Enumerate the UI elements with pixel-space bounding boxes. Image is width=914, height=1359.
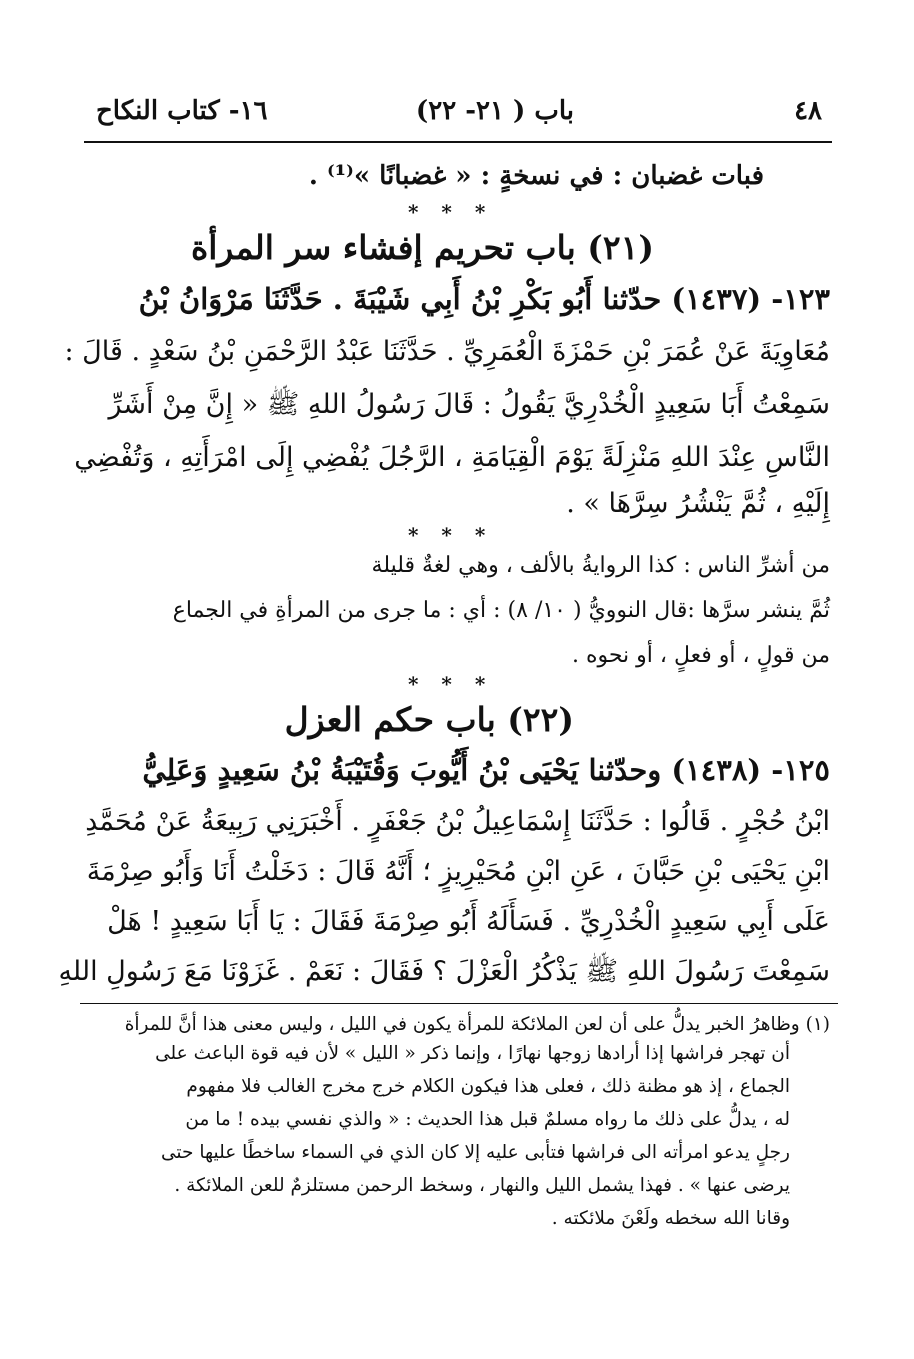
section-separator: * * * (408, 523, 494, 547)
footnote-line-7: وقانا الله سخطه ولَعْنَ ملائكته . (551, 1208, 790, 1229)
section-22-heading: (٢٢) باب حكم العزل (284, 700, 574, 739)
footnote-line-3: الجماع ، إذ هو مظنة ذلك ، فعلى هذا فيكون الكلام خرج مخرج الغالب فلا مفهوم (186, 1076, 790, 1097)
hadith-1438-line-2: ابْنُ حُجْرٍ . قَالُوا : حَدَّثَنَا إِسْمَاعِيلُ بْنُ جَعْفَرٍ . أَخْبَرَنِي رَبِيعَةُ عَنْ مُحَمَّدِ (85, 806, 830, 837)
footnote-rule (80, 1003, 838, 1004)
chapter-reference: باب ( ٢١- ٢٢) (415, 96, 574, 126)
hadith-1438-line-5: سَمِعْتَ رَسُولَ اللهِ ﷺ يَذْكُرُ الْعَزْلَ ؟ فَقَالَ : نَعَمْ . غَزَوْنَا مَعَ رَسُولِ اللهِ (58, 956, 830, 987)
hadith-1437-line-5: إِلَيْهِ ، ثُمَّ يَنْشُرُ سِرَّهَا » . (566, 488, 830, 519)
footnote-line-1: (١) وظاهرُ الخبر يدلُّ على أن لعن الملائكة للمرأة يكون في الليل ، وليس معنى هذا أنَّ للمرأة (124, 1014, 830, 1035)
page-number: ٤٨ (794, 96, 822, 126)
hadith-1437-line-3: سَمِعْتُ أَبَا سَعِيدٍ الْخُدْرِيَّ يَقُولُ : قَالَ رَسُولُ اللهِ ﷺ « إِنَّ مِنْ أَشَرِّ (108, 389, 830, 420)
hadith-1437-line-1: ١٢٣- (١٤٣٧) حدّثنا أَبُو بَكْرِ بْنُ أَبِي شَيْبَةَ . حَدَّثَنَا مَرْوَانُ بْنُ (138, 282, 830, 316)
hadith-1438-line-3: ابْنِ يَحْيَى بْنِ حَبَّانَ ، عَنِ ابْنِ مُحَيْرِيزٍ ؛ أَنَّهُ قَالَ : دَخَلْتُ أَنَا وَأَبُو صِرْمَةَ (86, 856, 830, 887)
top-note: فبات غضبان : في نسخةٍ : « غضبانًا »⁽¹⁾ . (308, 161, 764, 191)
section-21-heading: (٢١) باب تحريم إفشاء سر المرأة (190, 228, 654, 267)
section-separator: * * * (408, 672, 494, 696)
footnote-line-2: أن تهجر فراشها إذا أرادها زوجها نهارًا ، وإنما ذكر « الليل » لأن فيه قوة الباعث على (155, 1043, 790, 1064)
hadith-1438-line-4: عَلَى أَبِي سَعِيدٍ الْخُدْرِيِّ . فَسَأَلَهُ أَبُو صِرْمَةَ فَقَالَ : يَا أَبَا سَعِيدٍ ! هَلْ (107, 906, 830, 937)
commentary-line-2: ثُمَّ ينشر سرَّها :قال النوويُّ ( ١٠/ ٨) : أي : ما جرى من المرأةِ في الجماع (172, 598, 830, 623)
commentary-line-3: من قولٍ ، أو فعلٍ ، أو نحوه . (571, 643, 830, 668)
book-title: ١٦- كتاب النكاح (96, 96, 268, 126)
header-rule (84, 141, 832, 143)
commentary-line-1: من أشرِّ الناس : كذا الروايةُ بالألف ، وهي لغةٌ قليلة (371, 553, 830, 578)
footnote-line-6: يرضى عنها » . فهذا يشمل الليل والنهار ، وسخط الرحمن مستلزمٌ للعن الملائكة . (174, 1175, 790, 1196)
footnote-line-5: رجلٍ يدعو امرأته الى فراشها فتأبى عليه إلا كان الذي في السماء ساخطًا عليها حتى (161, 1142, 790, 1163)
footnote-line-4: له ، يدلُّ على ذلك ما رواه مسلمٌ قبل هذا الحديث : « والذي نفسي بيده ! ما من (185, 1109, 790, 1130)
hadith-1437-line-4: النَّاسِ عِنْدَ اللهِ مَنْزِلَةً يَوْمَ الْقِيَامَةِ ، الرَّجُلَ يُفْضِي إِلَى امْرَأَتِهِ ، وَتُفْضِي (74, 442, 830, 473)
hadith-1437-line-2: مُعَاوِيَةَ عَنْ عُمَرَ بْنِ حَمْزَةَ الْعُمَرِيِّ . حَدَّثَنَا عَبْدُ الرَّحْمَنِ بْنُ سَعْدٍ . قَالَ : (64, 336, 830, 367)
hadith-1438-line-1: ١٢٥- (١٤٣٨) وحدّثنا يَحْيَى بْنُ أَيُّوبَ وَقُتَيْبَةُ بْنُ سَعِيدٍ وَعَلِيُّ (142, 753, 830, 787)
section-separator: * * * (408, 200, 494, 224)
